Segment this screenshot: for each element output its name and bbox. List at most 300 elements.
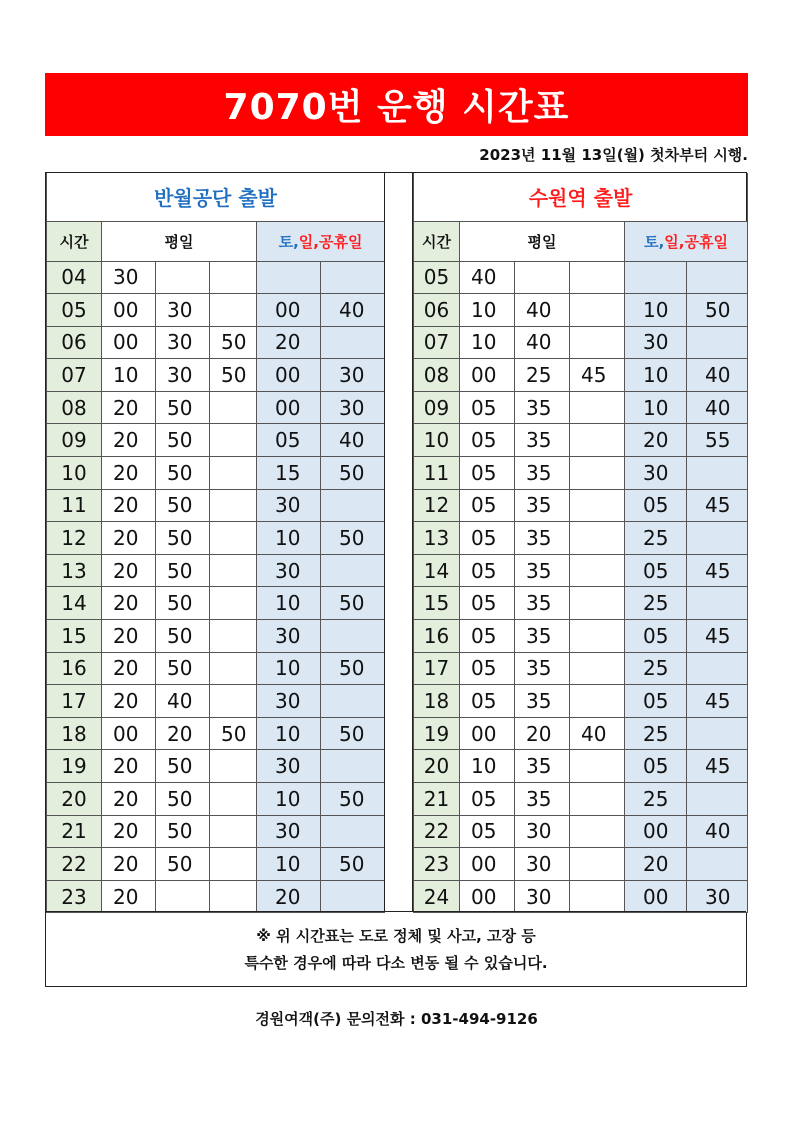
weekend-minute-cell: 40: [321, 424, 385, 457]
weekend-minute-cell: [625, 261, 687, 294]
weekend-minute-cell: 25: [625, 783, 687, 816]
weekend-minute-cell: 10: [257, 717, 321, 750]
weekday-minute-cell: 45: [570, 359, 625, 392]
weekday-minute-cell: 20: [102, 424, 156, 457]
weekday-minute-cell: 50: [156, 554, 210, 587]
weekday-minute-cell: [210, 620, 257, 653]
hour-cell: 15: [414, 587, 460, 620]
weekend-minute-cell: [687, 326, 748, 359]
weekday-minute-cell: [210, 294, 257, 327]
weekday-minute-cell: [210, 880, 257, 913]
table-row: [47, 424, 385, 457]
weekend-minute-cell: [321, 750, 385, 783]
hour-cell: 11: [414, 457, 460, 490]
weekend-minute-cell: 10: [625, 359, 687, 392]
weekend-minute-cell: 30: [257, 489, 321, 522]
hour-cell: 23: [414, 848, 460, 881]
weekday-minute-cell: [570, 783, 625, 816]
hour-cell: 18: [47, 717, 102, 750]
weekday-minute-cell: 20: [102, 880, 156, 913]
weekend-minute-cell: 10: [257, 522, 321, 555]
weekday-minute-cell: 40: [156, 685, 210, 718]
page-title-banner: [45, 73, 748, 136]
hour-column-header: 시간: [47, 221, 102, 261]
weekday-minute-cell: [570, 457, 625, 490]
table-row: [47, 326, 385, 359]
hour-cell: 22: [414, 815, 460, 848]
hour-cell: 10: [47, 457, 102, 490]
hour-cell: 17: [47, 685, 102, 718]
weekday-minute-cell: 35: [515, 652, 570, 685]
weekend-minute-cell: 25: [625, 587, 687, 620]
table-row: [47, 620, 385, 653]
hour-cell: 19: [47, 750, 102, 783]
weekend-minute-cell: 30: [257, 750, 321, 783]
table-row: [414, 489, 748, 522]
weekday-minute-cell: 00: [460, 880, 515, 913]
weekday-minute-cell: [570, 522, 625, 555]
weekend-minute-cell: [321, 620, 385, 653]
weekday-minute-cell: 05: [460, 522, 515, 555]
hour-cell: 23: [47, 880, 102, 913]
hour-cell: 08: [414, 359, 460, 392]
weekend-minute-cell: [321, 261, 385, 294]
weekday-minute-cell: [210, 587, 257, 620]
table-row: [47, 750, 385, 783]
header-row: [414, 221, 748, 261]
weekday-minute-cell: 20: [102, 522, 156, 555]
weekend-column-header: [257, 221, 385, 261]
weekday-minute-cell: 50: [156, 750, 210, 783]
weekday-minute-cell: 05: [460, 815, 515, 848]
weekend-minute-cell: 30: [321, 391, 385, 424]
weekend-minute-cell: 45: [687, 620, 748, 653]
hour-cell: 06: [47, 326, 102, 359]
weekday-minute-cell: 10: [460, 326, 515, 359]
hour-cell: 20: [414, 750, 460, 783]
weekday-minute-cell: [156, 880, 210, 913]
weekend-label-holiday: 공휴일: [684, 232, 728, 251]
weekday-minute-cell: [570, 424, 625, 457]
table-row: [414, 783, 748, 816]
timetable-frame: [45, 172, 747, 987]
weekday-minute-cell: 25: [515, 359, 570, 392]
weekday-minute-cell: [210, 261, 257, 294]
table-row: [414, 326, 748, 359]
weekday-minute-cell: 05: [460, 391, 515, 424]
weekend-minute-cell: [687, 848, 748, 881]
table-row: [47, 848, 385, 881]
hour-cell: 15: [47, 620, 102, 653]
weekend-minute-cell: 10: [257, 783, 321, 816]
weekday-minute-cell: [570, 848, 625, 881]
timetable-left: [46, 173, 385, 913]
hour-cell: 12: [47, 522, 102, 555]
weekend-minute-cell: 10: [257, 848, 321, 881]
weekday-minute-cell: [210, 457, 257, 490]
weekday-minute-cell: [515, 261, 570, 294]
weekday-minute-cell: 50: [156, 848, 210, 881]
hour-cell: 24: [414, 880, 460, 913]
weekday-minute-cell: 35: [515, 587, 570, 620]
weekday-minute-cell: 35: [515, 522, 570, 555]
weekday-minute-cell: 05: [460, 424, 515, 457]
weekday-minute-cell: 50: [210, 359, 257, 392]
weekday-minute-cell: 40: [460, 261, 515, 294]
weekday-minute-cell: 40: [515, 294, 570, 327]
weekday-minute-cell: 20: [102, 620, 156, 653]
weekday-minute-cell: 50: [156, 815, 210, 848]
hour-cell: 05: [414, 261, 460, 294]
weekday-minute-cell: [570, 587, 625, 620]
weekday-minute-cell: 35: [515, 424, 570, 457]
weekday-minute-cell: 05: [460, 652, 515, 685]
weekend-label-holiday: 공휴일: [318, 232, 363, 251]
table-row: [47, 815, 385, 848]
weekday-minute-cell: [570, 261, 625, 294]
weekend-minute-cell: 40: [687, 391, 748, 424]
section-title: 반월공단 출발: [47, 173, 385, 221]
weekday-minute-cell: 00: [460, 848, 515, 881]
weekday-minute-cell: 50: [156, 424, 210, 457]
weekday-minute-cell: 30: [515, 815, 570, 848]
weekend-minute-cell: 30: [257, 620, 321, 653]
weekday-minute-cell: 20: [102, 750, 156, 783]
weekday-minute-cell: 50: [156, 652, 210, 685]
table-row: [414, 391, 748, 424]
weekend-minute-cell: 00: [625, 880, 687, 913]
hour-cell: 12: [414, 489, 460, 522]
weekend-label-sunday: 일,: [298, 232, 319, 251]
weekday-minute-cell: 00: [460, 359, 515, 392]
weekend-minute-cell: 05: [625, 750, 687, 783]
weekend-minute-cell: 50: [321, 848, 385, 881]
weekday-minute-cell: [570, 294, 625, 327]
hour-cell: 04: [47, 261, 102, 294]
weekday-minute-cell: [570, 750, 625, 783]
hour-cell: 09: [414, 391, 460, 424]
weekday-minute-cell: 20: [515, 717, 570, 750]
hour-cell: 21: [414, 783, 460, 816]
table-row: [414, 717, 748, 750]
hour-cell: 19: [414, 717, 460, 750]
weekday-minute-cell: [210, 554, 257, 587]
weekday-minute-cell: 20: [102, 652, 156, 685]
hour-cell: 13: [47, 554, 102, 587]
weekday-minute-cell: 50: [156, 391, 210, 424]
hour-cell: 21: [47, 815, 102, 848]
section-title: 수원역 출발: [414, 173, 748, 221]
weekday-minute-cell: 10: [102, 359, 156, 392]
weekend-minute-cell: 30: [257, 554, 321, 587]
table-row: [414, 424, 748, 457]
weekend-minute-cell: [687, 457, 748, 490]
table-row: [47, 554, 385, 587]
weekday-minute-cell: 05: [460, 554, 515, 587]
weekday-minute-cell: [210, 652, 257, 685]
weekday-minute-cell: 50: [156, 522, 210, 555]
hour-cell: 08: [47, 391, 102, 424]
weekday-minute-cell: 30: [156, 326, 210, 359]
weekend-minute-cell: [687, 783, 748, 816]
weekend-minute-cell: 10: [625, 391, 687, 424]
weekend-minute-cell: 20: [257, 326, 321, 359]
weekday-minute-cell: 30: [515, 880, 570, 913]
weekend-minute-cell: [687, 717, 748, 750]
hour-cell: 20: [47, 783, 102, 816]
weekend-minute-cell: 30: [625, 457, 687, 490]
weekday-minute-cell: 20: [102, 848, 156, 881]
weekday-minute-cell: 20: [102, 587, 156, 620]
weekend-minute-cell: 50: [321, 587, 385, 620]
table-row: [414, 294, 748, 327]
weekend-minute-cell: [687, 652, 748, 685]
weekend-minute-cell: 05: [625, 685, 687, 718]
weekday-minute-cell: [210, 815, 257, 848]
table-row: [47, 522, 385, 555]
table-row: [47, 652, 385, 685]
table-row: [414, 880, 748, 913]
notice-box: [46, 911, 746, 987]
weekend-label-saturday: 토,: [644, 232, 665, 251]
weekend-minute-cell: 30: [257, 685, 321, 718]
weekday-minute-cell: 20: [102, 391, 156, 424]
weekend-minute-cell: 05: [625, 620, 687, 653]
weekend-minute-cell: 50: [321, 457, 385, 490]
weekend-minute-cell: 20: [625, 424, 687, 457]
weekend-minute-cell: 30: [625, 326, 687, 359]
hour-cell: 22: [47, 848, 102, 881]
weekend-minute-cell: 45: [687, 554, 748, 587]
weekday-minute-cell: 20: [102, 685, 156, 718]
weekday-minute-cell: 50: [210, 717, 257, 750]
timetable-right: [413, 173, 748, 913]
weekend-minute-cell: 15: [257, 457, 321, 490]
weekend-minute-cell: 50: [321, 522, 385, 555]
weekday-minute-cell: 50: [210, 326, 257, 359]
weekend-minute-cell: [321, 489, 385, 522]
hour-cell: 18: [414, 685, 460, 718]
weekday-minute-cell: 20: [102, 457, 156, 490]
hour-cell: 07: [414, 326, 460, 359]
column-separator: [384, 173, 413, 911]
table-row: [47, 717, 385, 750]
table-row: [47, 783, 385, 816]
weekend-minute-cell: 30: [257, 815, 321, 848]
weekend-column-header: [625, 221, 748, 261]
weekend-minute-cell: 40: [687, 815, 748, 848]
weekday-minute-cell: [210, 848, 257, 881]
weekend-minute-cell: 45: [687, 750, 748, 783]
header-row: [47, 221, 385, 261]
weekday-minute-cell: 00: [102, 326, 156, 359]
hour-cell: 17: [414, 652, 460, 685]
weekday-minute-cell: [570, 815, 625, 848]
weekday-minute-cell: [570, 554, 625, 587]
weekday-minute-cell: 00: [102, 294, 156, 327]
table-row: [414, 750, 748, 783]
weekday-column-header: 평일: [102, 221, 257, 261]
weekday-minute-cell: [210, 391, 257, 424]
weekend-minute-cell: 30: [687, 880, 748, 913]
contact-footer: 경원여객(주) 문의전화 : 031-494-9126: [255, 1010, 538, 1028]
weekday-minute-cell: 05: [460, 489, 515, 522]
weekend-minute-cell: 10: [625, 294, 687, 327]
weekday-minute-cell: [210, 424, 257, 457]
weekend-minute-cell: [257, 261, 321, 294]
weekday-minute-cell: [210, 750, 257, 783]
weekday-minute-cell: [570, 391, 625, 424]
table-row: [414, 815, 748, 848]
weekday-minute-cell: 30: [515, 848, 570, 881]
table-row: [47, 685, 385, 718]
weekday-minute-cell: 05: [460, 783, 515, 816]
weekday-minute-cell: [210, 685, 257, 718]
weekend-minute-cell: 50: [687, 294, 748, 327]
hour-cell: 09: [47, 424, 102, 457]
weekend-minute-cell: 25: [625, 522, 687, 555]
table-row: [414, 848, 748, 881]
weekday-minute-cell: 20: [102, 554, 156, 587]
weekend-minute-cell: [321, 326, 385, 359]
weekend-minute-cell: 20: [625, 848, 687, 881]
weekday-column-header: 평일: [460, 221, 625, 261]
hour-cell: 10: [414, 424, 460, 457]
weekday-minute-cell: 50: [156, 587, 210, 620]
weekday-minute-cell: 50: [156, 489, 210, 522]
weekday-minute-cell: 35: [515, 489, 570, 522]
table-row: [414, 457, 748, 490]
weekend-minute-cell: 25: [625, 652, 687, 685]
weekday-minute-cell: [570, 489, 625, 522]
weekday-minute-cell: [210, 489, 257, 522]
weekday-minute-cell: 35: [515, 685, 570, 718]
weekday-minute-cell: [570, 685, 625, 718]
weekend-minute-cell: [687, 587, 748, 620]
weekday-minute-cell: 50: [156, 620, 210, 653]
table-row: [47, 261, 385, 294]
weekday-minute-cell: 50: [156, 783, 210, 816]
weekend-minute-cell: [321, 554, 385, 587]
weekday-minute-cell: 35: [515, 457, 570, 490]
weekend-label-saturday: 토,: [278, 232, 299, 251]
weekday-minute-cell: [570, 620, 625, 653]
weekend-minute-cell: 40: [687, 359, 748, 392]
weekend-label-sunday: 일,: [664, 232, 685, 251]
weekday-minute-cell: 30: [156, 294, 210, 327]
table-row: [47, 359, 385, 392]
table-row: [414, 587, 748, 620]
weekday-minute-cell: [156, 261, 210, 294]
table-row: [47, 457, 385, 490]
hour-cell: 06: [414, 294, 460, 327]
weekday-minute-cell: 20: [102, 783, 156, 816]
section-title-row: [414, 173, 748, 221]
notice-line-2: 특수한 경우에 따라 다소 변동 될 수 있습니다.: [244, 953, 548, 972]
weekday-minute-cell: [570, 326, 625, 359]
weekend-minute-cell: 50: [321, 783, 385, 816]
weekend-minute-cell: [687, 261, 748, 294]
weekend-minute-cell: 45: [687, 489, 748, 522]
hour-cell: 16: [414, 620, 460, 653]
weekday-minute-cell: 10: [460, 750, 515, 783]
weekday-minute-cell: 40: [570, 717, 625, 750]
table-row: [47, 294, 385, 327]
weekend-minute-cell: 20: [257, 880, 321, 913]
weekday-minute-cell: 30: [156, 359, 210, 392]
weekend-minute-cell: 00: [257, 391, 321, 424]
weekday-minute-cell: [570, 880, 625, 913]
weekday-minute-cell: [210, 783, 257, 816]
weekday-minute-cell: 30: [102, 261, 156, 294]
table-row: [47, 587, 385, 620]
weekend-minute-cell: 05: [257, 424, 321, 457]
hour-cell: 13: [414, 522, 460, 555]
table-row: [414, 652, 748, 685]
weekday-minute-cell: 05: [460, 457, 515, 490]
hour-cell: 07: [47, 359, 102, 392]
weekend-minute-cell: [687, 522, 748, 555]
weekend-minute-cell: 00: [257, 294, 321, 327]
weekend-minute-cell: [321, 880, 385, 913]
weekday-minute-cell: 20: [102, 815, 156, 848]
weekday-minute-cell: 05: [460, 685, 515, 718]
weekend-minute-cell: 30: [321, 359, 385, 392]
table-row: [47, 391, 385, 424]
hour-cell: 05: [47, 294, 102, 327]
table-row: [414, 522, 748, 555]
weekend-minute-cell: 50: [321, 652, 385, 685]
weekend-minute-cell: 10: [257, 587, 321, 620]
weekend-minute-cell: [321, 815, 385, 848]
weekend-minute-cell: 00: [257, 359, 321, 392]
weekday-minute-cell: 35: [515, 554, 570, 587]
weekend-minute-cell: 05: [625, 554, 687, 587]
table-row: [414, 685, 748, 718]
weekday-minute-cell: 35: [515, 783, 570, 816]
weekday-minute-cell: 00: [460, 717, 515, 750]
weekday-minute-cell: 20: [156, 717, 210, 750]
weekday-minute-cell: 35: [515, 391, 570, 424]
table-row: [414, 261, 748, 294]
hour-cell: 14: [414, 554, 460, 587]
effective-date-note: 2023년 11월 13일(월) 첫차부터 시행.: [479, 146, 748, 164]
weekend-minute-cell: 50: [321, 717, 385, 750]
weekend-minute-cell: 55: [687, 424, 748, 457]
weekend-minute-cell: [321, 685, 385, 718]
weekday-minute-cell: [210, 522, 257, 555]
weekday-minute-cell: 10: [460, 294, 515, 327]
weekend-minute-cell: 25: [625, 717, 687, 750]
weekend-minute-cell: 00: [625, 815, 687, 848]
table-row: [414, 359, 748, 392]
weekday-minute-cell: 20: [102, 489, 156, 522]
weekend-minute-cell: 10: [257, 652, 321, 685]
table-row: [414, 620, 748, 653]
page-title: 7070번 운행 시간표: [223, 87, 570, 128]
weekday-minute-cell: [570, 652, 625, 685]
hour-column-header: 시간: [414, 221, 460, 261]
table-row: [47, 489, 385, 522]
notice-line-1: ※ 위 시간표는 도로 정체 및 사고, 고장 등: [256, 926, 536, 945]
weekend-minute-cell: 40: [321, 294, 385, 327]
hour-cell: 14: [47, 587, 102, 620]
weekday-minute-cell: 50: [156, 457, 210, 490]
table-row: [47, 880, 385, 913]
weekday-minute-cell: 05: [460, 587, 515, 620]
weekday-minute-cell: 35: [515, 750, 570, 783]
hour-cell: 16: [47, 652, 102, 685]
